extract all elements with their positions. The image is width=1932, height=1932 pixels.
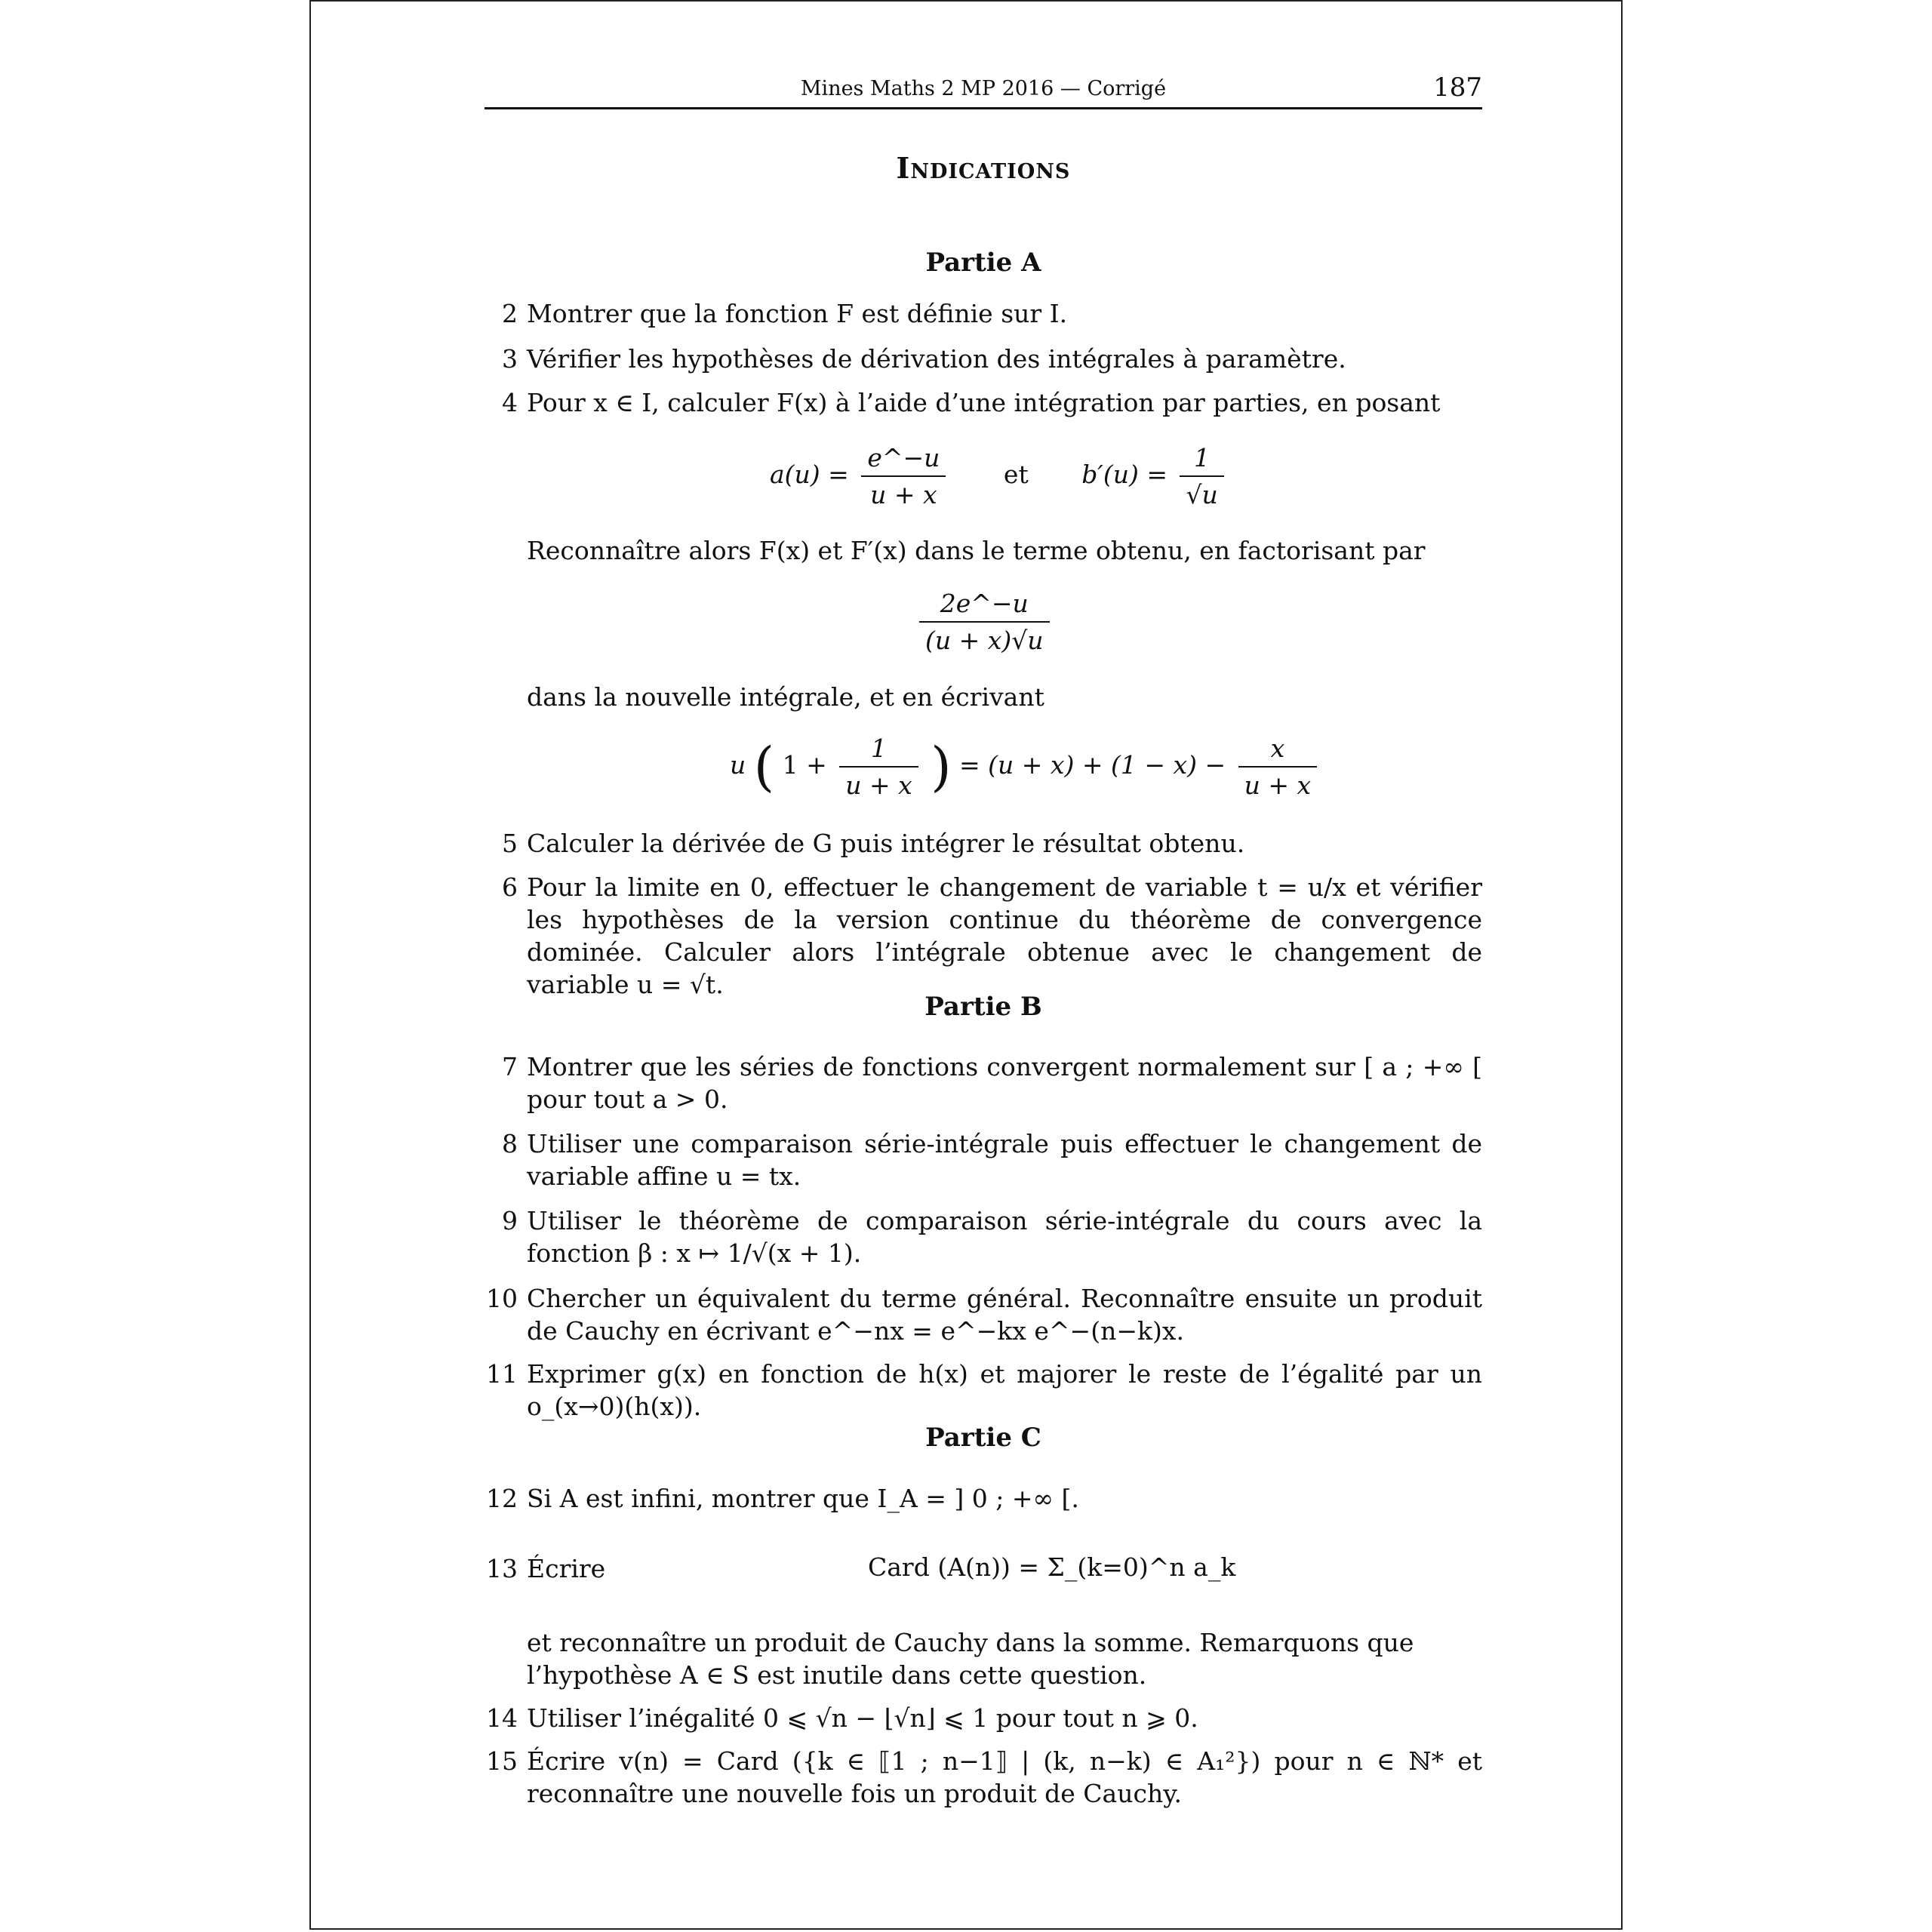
item-number: 7 [502, 1052, 518, 1081]
eq-fraction [839, 734, 918, 800]
item-4-text-2: Reconnaître alors F(x) et F′(x) dans le terme obtenu, en factorisant par [527, 536, 1426, 565]
numerator: 2e^−u [919, 589, 1050, 623]
item-text: Pour la limite en 0, effectuer le changement de variable t = u/x et vérifier les hypothèses de la version continue du théorème de convergence dominée. Calculer alors l’intégrale obtenue avec le changement de variable u = √t. [527, 872, 1482, 999]
equation-card: Card (A(n)) = Σ_(k=0)^n a_k [868, 1552, 1236, 1582]
item-4-text-3: dans la nouvelle intégrale, et en écrivant [527, 682, 1044, 712]
item-number: 5 [502, 829, 518, 858]
eq-fraction [1180, 443, 1223, 509]
item-text: Utiliser le théorème de comparaison série-intégrale du cours avec la fonction β : x ↦ 1/√(x + 1). [527, 1206, 1482, 1268]
numerator: 1 [1180, 443, 1223, 477]
eq-inner: 1 + [782, 750, 827, 780]
equation-1 [770, 443, 1229, 509]
item-number: 10 [486, 1284, 518, 1313]
numerator: x [1238, 734, 1318, 768]
numerator: 1 [839, 734, 918, 768]
eq-right: b′(u) = [1081, 460, 1168, 489]
numerator: e^−u [861, 443, 946, 477]
equation-3 [730, 734, 1321, 800]
item-text: Écrire [527, 1554, 606, 1583]
eq-left: u [730, 750, 746, 780]
eq-right: = (u + x) + (1 − x) − [959, 750, 1226, 780]
item-number: 9 [502, 1206, 518, 1235]
item-number: 3 [502, 344, 518, 374]
item-text: Montrer que les séries de fonctions convergent normalement sur [ a ; +∞ [ pour tout a > 0. [527, 1052, 1482, 1114]
eq-conjunction: et [1003, 460, 1029, 489]
part-c-heading: Partie C [925, 1423, 1041, 1453]
item-number: 15 [486, 1746, 518, 1776]
item-text: Montrer que la fonction F est définie sur I. [527, 299, 1068, 328]
page-number: 187 [1433, 72, 1482, 103]
item-number: 2 [502, 299, 518, 328]
equation-2 [915, 589, 1054, 655]
item-number: 4 [502, 388, 518, 417]
item-text: Utiliser l’inégalité 0 ⩽ √n − ⌊√n⌋ ⩽ 1 pour tout n ⩾ 0. [527, 1703, 1198, 1733]
item-number: 13 [486, 1554, 518, 1583]
part-b-heading: Partie B [924, 992, 1042, 1022]
item-number: 12 [486, 1484, 518, 1513]
item-number: 8 [502, 1129, 518, 1158]
item-text: Utiliser une comparaison série-intégrale puis effectuer le changement de variable affine u = tx. [527, 1129, 1482, 1191]
running-header [485, 74, 1482, 109]
item-number: 11 [486, 1359, 518, 1389]
page [309, 0, 1623, 1930]
eq-fraction [1238, 734, 1318, 800]
denominator: √u [1186, 480, 1218, 509]
item-text: Exprimer g(x) en fonction de h(x) et majorer le reste de l’égalité par un o_(x→0)(h(x)). [527, 1359, 1482, 1421]
item-text: Si A est infini, montrer que I_A = ] 0 ; +∞ [. [527, 1484, 1079, 1513]
eq-fraction [919, 589, 1050, 655]
denominator: u + x [845, 771, 912, 800]
eq-fraction [861, 443, 946, 509]
denominator: u + x [870, 480, 937, 509]
denominator: (u + x)√u [925, 626, 1044, 655]
item-number: 14 [486, 1703, 518, 1733]
item-text: Chercher un équivalent du terme général. Reconnaître ensuite un produit de Cauchy en écrivant e^−nx = e^−kx e^−(n−k)x. [527, 1284, 1482, 1346]
item-text: Pour x ∈ I, calculer F(x) à l’aide d’une intégration par parties, en posant [527, 388, 1441, 417]
item-13-text-2: et reconnaître un produit de Cauchy dans la somme. Remarquons que l’hypothèse A ∈ S est inutile dans cette question. [527, 1628, 1414, 1690]
denominator: u + x [1244, 771, 1312, 800]
eq-left: a(u) = [770, 460, 849, 489]
item-number: 6 [502, 872, 518, 902]
item-text: Calculer la dérivée de G puis intégrer le résultat obtenu. [527, 829, 1245, 858]
left-paren: ( [753, 736, 775, 798]
item-text: Écrire v(n) = Card ({k ∈ ⟦1 ; n−1⟧ | (k, n−k) ∈ A₁²}) pour n ∈ ℕ* et reconnaître une nouvelle fois un produit de Cauchy. [527, 1746, 1482, 1808]
section-title: Indications [896, 151, 1071, 185]
header-title: Mines Maths 2 MP 2016 — Corrigé [800, 77, 1167, 100]
right-paren: ) [931, 736, 952, 798]
part-a-heading: Partie A [925, 248, 1041, 278]
item-text: Vérifier les hypothèses de dérivation des intégrales à paramètre. [527, 344, 1346, 374]
